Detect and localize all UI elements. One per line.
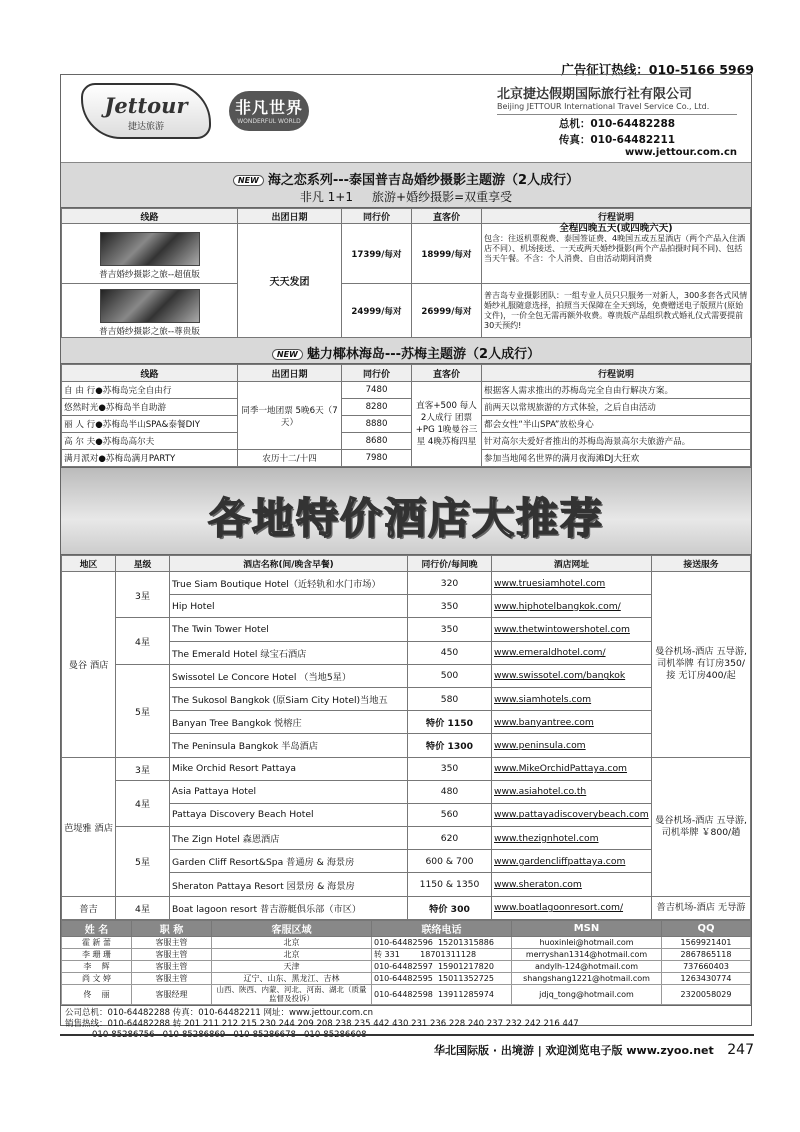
hotel-url[interactable]: www.pattayadiscoverybeach.com: [492, 803, 652, 826]
company-web: www.jettour.com.cn: [624, 147, 737, 158]
star-cell: 4星: [116, 896, 170, 919]
samui-note: 根据客人需求推出的苏梅岛完全自由行解决方案。: [482, 382, 751, 399]
th-hotel-name: 酒店名称(间/晚含早餐): [170, 556, 408, 572]
contact-area: 山西、陕西、内蒙、河北、河南、湖北（质量监督及投诉）: [212, 984, 372, 1004]
hotel-name: The Twin Tower Hotel: [170, 618, 408, 641]
region-cell: 普吉: [62, 896, 116, 919]
contact-qq: 2320058029: [662, 984, 751, 1004]
contact-name: 李 辉: [62, 960, 132, 972]
phuket-title-text: 海之恋系列---泰国普吉岛婚纱摄影主题游（2人成行）: [267, 173, 580, 188]
contact-row: [62, 972, 751, 984]
star-cell: 4星: [116, 780, 170, 826]
hotel-url[interactable]: www.thezignhotel.com: [492, 827, 652, 850]
contact-area: 天津: [212, 960, 372, 972]
contact-row: [62, 948, 751, 960]
th-area: 客服区域: [212, 920, 372, 936]
contact-area: 北京: [212, 948, 372, 960]
hotel-name: The Sukosol Bangkok (原Siam City Hotel)当地五: [170, 687, 408, 710]
th-star: 星级: [116, 556, 170, 572]
th-hotel-url: 酒店网址: [492, 556, 652, 572]
hotel-name: Banyan Tree Bangkok 悦榕庄: [170, 711, 408, 734]
contact-phone: 010-64482595 15011352725: [372, 972, 512, 984]
company-name-cn: 北京捷达假期国际旅行社有限公司: [497, 87, 693, 102]
hotel-price: 350: [408, 757, 492, 780]
contact-row: [62, 960, 751, 972]
samui-route: 高 尔 夫●苏梅岛高尔夫: [62, 433, 238, 450]
contact-msn: merryshan1314@hotmail.com: [512, 948, 662, 960]
star-cell: 5星: [116, 827, 170, 897]
contact-phone: 转 331 18701311128: [372, 948, 512, 960]
hotel-price: 500: [408, 664, 492, 687]
contact-title: 客服经理: [132, 984, 212, 1004]
hotel-url[interactable]: www.asiahotel.co.th: [492, 780, 652, 803]
footer-line2: 销售热线：010-64482288 转 201 211 212 215 230 244 209 208 238 235 442 430 231 236 228 240 237 232 242 216 447: [65, 1018, 579, 1029]
hotel-price: 特价 1300: [408, 734, 492, 757]
region-cell: 曼谷 酒店: [62, 572, 116, 758]
company-phone: 总机：010-64482288: [558, 118, 676, 130]
itinerary-cell: [482, 224, 751, 284]
contact-qq: 1263430774: [662, 972, 751, 984]
logo2-sub: WONDERFUL WORLD: [237, 118, 301, 125]
footer-line1: 公司总机：010-64482288 传真：010-64482211 网址：www.jettour.com.cn: [65, 1007, 373, 1018]
hotel-name: True Siam Boutique Hotel（近轻轨和水门市场）: [170, 572, 408, 595]
th-direct: 直客价: [412, 365, 482, 382]
date-cell: 天天发团: [238, 224, 342, 338]
hotel-price: 620: [408, 827, 492, 850]
contact-area: 辽宁、山东、黑龙江、吉林: [212, 972, 372, 984]
phuket-title: [61, 169, 751, 188]
th-title: 职 称: [132, 920, 212, 936]
hotel-title-banner: [61, 467, 751, 555]
contact-msn: jdjq_tong@hotmail.com: [512, 984, 662, 1004]
contact-name: 李 珊 珊: [62, 948, 132, 960]
samui-route: 满月派对●苏梅岛满月PARTY: [62, 450, 238, 467]
hotel-name: Boat lagoon resort 普吉游艇俱乐部（市区）: [170, 896, 408, 919]
hotel-name: Asia Pattaya Hotel: [170, 780, 408, 803]
contact-name: 佟 丽: [62, 984, 132, 1004]
samui-peer: 7980: [342, 450, 412, 467]
hotel-price: 450: [408, 641, 492, 664]
hotel-table: [61, 555, 751, 920]
th-itin: 行程说明: [482, 365, 751, 382]
samui-title-text: 魅力椰林海岛---苏梅主题游（2人成行）: [306, 347, 541, 362]
hotel-name: The Peninsula Bangkok 半岛酒店: [170, 734, 408, 757]
hotel-url[interactable]: www.truesiamhotel.com: [492, 572, 652, 595]
hotel-price: 580: [408, 687, 492, 710]
samui-note: 针对高尔夫爱好者推出的苏梅岛海景高尔夫旅游产品。: [482, 433, 751, 450]
contact-row: [62, 936, 751, 948]
contact-msn: shangshang1221@hotmail.com: [512, 972, 662, 984]
hotel-name: Garden Cliff Resort&Spa 普通房 & 海景房: [170, 850, 408, 873]
samui-table: [61, 364, 751, 467]
th-msn: MSN: [512, 920, 662, 936]
hotel-url[interactable]: www.peninsula.com: [492, 734, 652, 757]
wonderful-world-logo: [229, 91, 309, 131]
hotel-price: 350: [408, 595, 492, 618]
hotel-price: 1150 & 1350: [408, 873, 492, 896]
contact-phone: 010-64482598 13911285974: [372, 984, 512, 1004]
new-badge: NEW: [233, 175, 264, 186]
hotel-name: Pattaya Discovery Beach Hotel: [170, 803, 408, 826]
wedding-photo: [100, 289, 200, 323]
transfer-cell: 普吉机场-酒店 无导游: [652, 896, 751, 919]
hotel-price: 600 & 700: [408, 850, 492, 873]
contact-qq: 2867865118: [662, 948, 751, 960]
samui-route: 自 由 行●苏梅岛完全自由行: [62, 382, 238, 399]
samui-route: 悠然时光●苏梅岛半自助游: [62, 399, 238, 416]
th-hotel-price: 同行价/每间晚: [408, 556, 492, 572]
hotel-name: The Zign Hotel 森恩酒店: [170, 827, 408, 850]
contact-title: 客服主管: [132, 948, 212, 960]
samui-note: 前两天以常规旅游的方式体验，之后自由活动: [482, 399, 751, 416]
samui-peer: 8880: [342, 416, 412, 433]
hotel-price: 480: [408, 780, 492, 803]
contact-title: 客服主管: [132, 936, 212, 948]
phuket-subtitle: 非凡 1+1 旅游+婚纱摄影=双重享受: [299, 190, 513, 204]
th-itin: 行程说明: [482, 209, 751, 224]
samui-banner: [61, 338, 751, 364]
logo-en: Jettour: [104, 93, 188, 118]
logo2-text: 非凡世界: [234, 98, 303, 117]
contact-qq: 737660403: [662, 960, 751, 972]
samui-peer: 8280: [342, 399, 412, 416]
hotel-url[interactable]: www.siamhotels.com: [492, 687, 652, 710]
samui-peer: 7480: [342, 382, 412, 399]
route-cell: [62, 284, 238, 338]
samui-note: 参加当地闻名世界的满月夜海滩DJ大狂欢: [482, 450, 751, 467]
hotel-url[interactable]: www.boatlagoonresort.com/: [492, 896, 652, 919]
company-name-en: Beijing JETTOUR International Travel Service Co., Ltd.: [497, 102, 737, 115]
route-name: 普吉婚纱摄影之旅--超值版: [99, 269, 200, 280]
contact-name: 尚 文 婷: [62, 972, 132, 984]
peer-price: 17399/每对: [342, 224, 412, 284]
hotel-name: Hip Hotel: [170, 595, 408, 618]
hotel-url[interactable]: www.MikeOrchidPattaya.com: [492, 757, 652, 780]
phuket-table: [61, 208, 751, 338]
route-cell: [62, 224, 238, 284]
region-cell: 芭堤雅 酒店: [62, 757, 116, 896]
hotel-name: Swissotel Le Concore Hotel （当地5星）: [170, 664, 408, 687]
company-fax: 传真：010-64482211: [558, 134, 676, 146]
wedding-photo: [100, 232, 200, 266]
contact-msn: huoxinlei@hotmail.com: [512, 936, 662, 948]
th-peer: 同行价: [342, 365, 412, 382]
peer-price: 24999/每对: [342, 284, 412, 338]
ad-hotline: 广告征订热线：010-5166 5969: [561, 62, 754, 77]
hotel-price: 350: [408, 618, 492, 641]
contact-title: 客服主管: [132, 972, 212, 984]
itin-text: 普吉岛专业摄影团队：一组专业人员只只服务一对新人，300多套各式风情婚纱礼服随意选择，拍照当天保障在全天到场，免费赠送电子版照片(原始文件)，一价全包无需再额外收费。尊贵版产品组织教式婚礼仪式需要提前30天预约!: [484, 290, 748, 330]
star-cell: 3星: [116, 757, 170, 780]
itin-head: 全程四晚五天(或四晚六天): [559, 223, 673, 234]
star-cell: 3星: [116, 572, 170, 618]
phuket-wedding-banner: [61, 163, 751, 208]
hotel-url[interactable]: www.banyantree.com: [492, 711, 652, 734]
hotel-url[interactable]: www.hiphotelbangkok.com/: [492, 595, 652, 618]
company-info: [497, 83, 737, 158]
samui-date-last: 农历十二/十四: [238, 450, 342, 467]
contact-name: 霍 新 蕾: [62, 936, 132, 948]
contact-phone: 010-64482597 15901217820: [372, 960, 512, 972]
logo-cn: 捷达旅游: [127, 122, 164, 132]
hotel-url[interactable]: www.gardencliffpattaya.com: [492, 850, 652, 873]
itinerary-cell: [482, 284, 751, 338]
footer-line3: 010-85286756 010-85286869 010-85286678 010-85286608: [65, 1029, 367, 1040]
hotel-name: The Emerald Hotel 绿宝石酒店: [170, 641, 408, 664]
transfer-cell: 曼谷机场-酒店 五导游,司机举牌 ￥800/趟: [652, 757, 751, 896]
th-name: 姓 名: [62, 920, 132, 936]
hotel-url[interactable]: www.thetwintowershotel.com: [492, 618, 652, 641]
hotel-name: Mike Orchid Resort Pattaya: [170, 757, 408, 780]
page-footer-text: 华北国际版 · 出境游 | 欢迎浏览电子版 www.zyoo.net: [434, 1044, 714, 1057]
hotel-title: 各地特价酒店大推荐: [207, 494, 604, 543]
hotel-price: 320: [408, 572, 492, 595]
jettour-logo: [81, 83, 211, 139]
contact-table: [61, 920, 751, 1005]
th-route: 线路: [62, 209, 238, 224]
th-peer: 同行价: [342, 209, 412, 224]
transfer-cell: 曼谷机场-酒店 五导游,司机举牌 有订房350/接 无订房400/起: [652, 572, 751, 758]
contact-qq: 1569921401: [662, 936, 751, 948]
contact-area: 北京: [212, 936, 372, 948]
contact-title: 客服主管: [132, 960, 212, 972]
th-route: 线路: [62, 365, 238, 382]
hotel-price: 560: [408, 803, 492, 826]
contact-msn: andylh-124@hotmail.com: [512, 960, 662, 972]
route-name: 普吉婚纱摄影之旅--尊贵版: [99, 326, 200, 337]
samui-peer: 8680: [342, 433, 412, 450]
new-badge: NEW: [272, 349, 303, 360]
th-direct: 直客价: [412, 209, 482, 224]
star-cell: 4星: [116, 618, 170, 664]
page-number: 247: [727, 1042, 754, 1058]
itin-text: 包含：往返机票税费、泰国签证费、4晚国五或五星酒店（两个产品入住酒店不同）、机场接送、一天或两天婚纱摄影(两个产品拍摄时间不同)、包括当天午餐。不含：个人消费、自由活动期间消费: [484, 234, 746, 263]
ad-header: [61, 75, 751, 163]
direct-price: 26999/每对: [412, 284, 482, 338]
samui-note: 都会女性“半山SPA”放松身心: [482, 416, 751, 433]
samui-date: 同季一地团票 5晚6天（7天）: [238, 382, 342, 450]
hotel-name: Sheraton Pattaya Resort 园景房 & 海景房: [170, 873, 408, 896]
th-transfer: 接送服务: [652, 556, 751, 572]
direct-price: 18999/每对: [412, 224, 482, 284]
th-date: 出团日期: [238, 209, 342, 224]
star-cell: 5星: [116, 664, 170, 757]
ad-frame: [60, 74, 752, 1040]
hotel-url[interactable]: www.sheraton.com: [492, 873, 652, 896]
hotel-url[interactable]: www.emeraldhotel.com/: [492, 641, 652, 664]
hotel-url[interactable]: www.swissotel.com/bangkok: [492, 664, 652, 687]
th-qq: QQ: [662, 920, 751, 936]
contact-row: [62, 984, 751, 1004]
page-footer: [60, 1034, 754, 1056]
hotel-price: 特价 1150: [408, 711, 492, 734]
th-phone: 联络电话: [372, 920, 512, 936]
th-region: 地区: [62, 556, 116, 572]
hotel-price: 特价 300: [408, 896, 492, 919]
samui-route: 丽 人 行●苏梅岛半山SPA&泰餐DIY: [62, 416, 238, 433]
samui-direct-note: 直客+500 每人 2人成行 团票+PG 1晚曼谷三星 4晚苏梅四星: [412, 382, 482, 467]
th-date: 出团日期: [238, 365, 342, 382]
samui-title: [61, 343, 751, 362]
contact-phone: 010-64482596 15201315886: [372, 936, 512, 948]
